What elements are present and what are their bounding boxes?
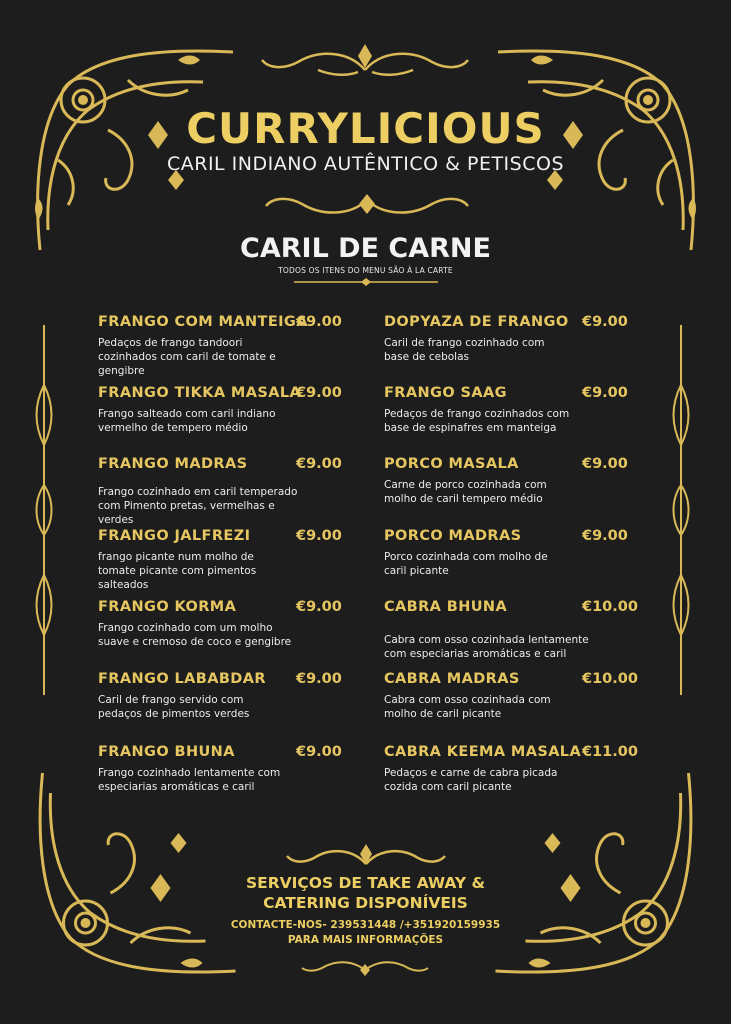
item-price: €9.00 [296,314,342,330]
item-price: €9.00 [296,671,342,687]
footer-catering-line: CATERING DISPONÍVEIS [263,894,468,912]
item-price: €9.00 [296,599,342,615]
item-price: €9.00 [582,528,628,544]
section-title: CARIL DE CARNE [240,233,491,264]
item-description: Frango cozinhado em caril temperado com Pimento pretas, vermelhas e verdes [98,486,298,526]
item-name: PORCO MASALA [384,456,519,472]
item-name: PORCO MADRAS [384,528,522,544]
item-price: €9.00 [582,385,628,401]
item-description: Porco cozinhada com molho de caril picante [384,551,548,577]
item-price: €10.00 [582,599,638,615]
item-name: FRANGO JALFREZI [98,528,251,544]
item-description: Frango cozinhado lentamente com especiarias aromáticas e caril [98,767,281,793]
item-description: Cabra com osso cozinhada com molho de caril picante [384,694,551,720]
left-vertical-ornament [34,325,54,695]
item-name: DOPYAZA DE FRANGO [384,314,569,330]
footer-takeaway-line: SERVIÇOS DE TAKE AWAY & [245,874,486,892]
section-divider-line [292,277,440,287]
footer-more-info: PARA MAIS INFORMAÇÕES [287,934,444,946]
item-name: CABRA BHUNA [384,599,508,615]
item-description: Frango salteado com caril indiano vermelho de tempero médio [98,408,276,434]
section-note: TODOS OS ITENS DO MENU SÃO À LA CARTE [278,266,453,275]
item-price: €9.00 [296,744,342,760]
item-name: FRANGO KORMA [98,599,237,615]
item-price: €9.00 [582,456,628,472]
item-name: FRANGO MADRAS [98,456,248,472]
item-price: €9.00 [296,528,342,544]
item-price: €11.00 [582,744,638,760]
restaurant-subtitle: CARIL INDIANO AUTÊNTICO & PETISCOS [166,153,565,175]
item-price: €10.00 [582,671,638,687]
item-name: FRANGO BHUNA [98,744,235,760]
item-name: CABRA MADRAS [384,671,520,687]
item-price: €9.00 [296,456,342,472]
footer-bottom-flourish [300,958,430,982]
item-description: Caril de frango cozinhado com base de cebolas [384,337,545,363]
item-name: FRANGO TIKKA MASALA [98,385,302,401]
item-description: Frango cozinhado com um molho suave e cremoso de coco e gengibre [98,622,292,648]
item-description: Caril de frango servido com pedaços de pimentos verdes [98,694,250,720]
item-description: Pedaços e carne de cabra picada cozida com caril picante [384,767,558,793]
item-name: FRANGO COM MANTEIGA [98,314,308,330]
item-description: Pedaços de frango tandoori cozinhados com caril de tomate e gengibre [98,337,276,377]
footer-top-flourish [284,842,449,872]
subtitle-divider-flourish [262,186,472,226]
footer-contact: CONTACTE-NOS- 239531448 /+351920159935 [230,919,501,931]
item-name: FRANGO SAAG [384,385,507,401]
item-price: €9.00 [582,314,628,330]
item-description: frango picante num molho de tomate picante com pimentos salteados [98,551,257,591]
item-description: Pedaços de frango cozinhados com base de espinafres em manteiga [384,408,570,434]
right-vertical-ornament [671,325,691,695]
item-name: CABRA KEEMA MASALA [384,744,582,760]
item-name: FRANGO LABABDAR [98,671,266,687]
top-center-flourish [258,40,473,82]
item-price: €9.00 [296,385,342,401]
restaurant-title: CURRYLICIOUS [186,104,545,153]
item-description: Carne de porco cozinhada com molho de caril tempero médio [384,479,547,505]
item-description: Cabra com osso cozinhada lentamente com especiarias aromáticas e caril [384,634,589,660]
